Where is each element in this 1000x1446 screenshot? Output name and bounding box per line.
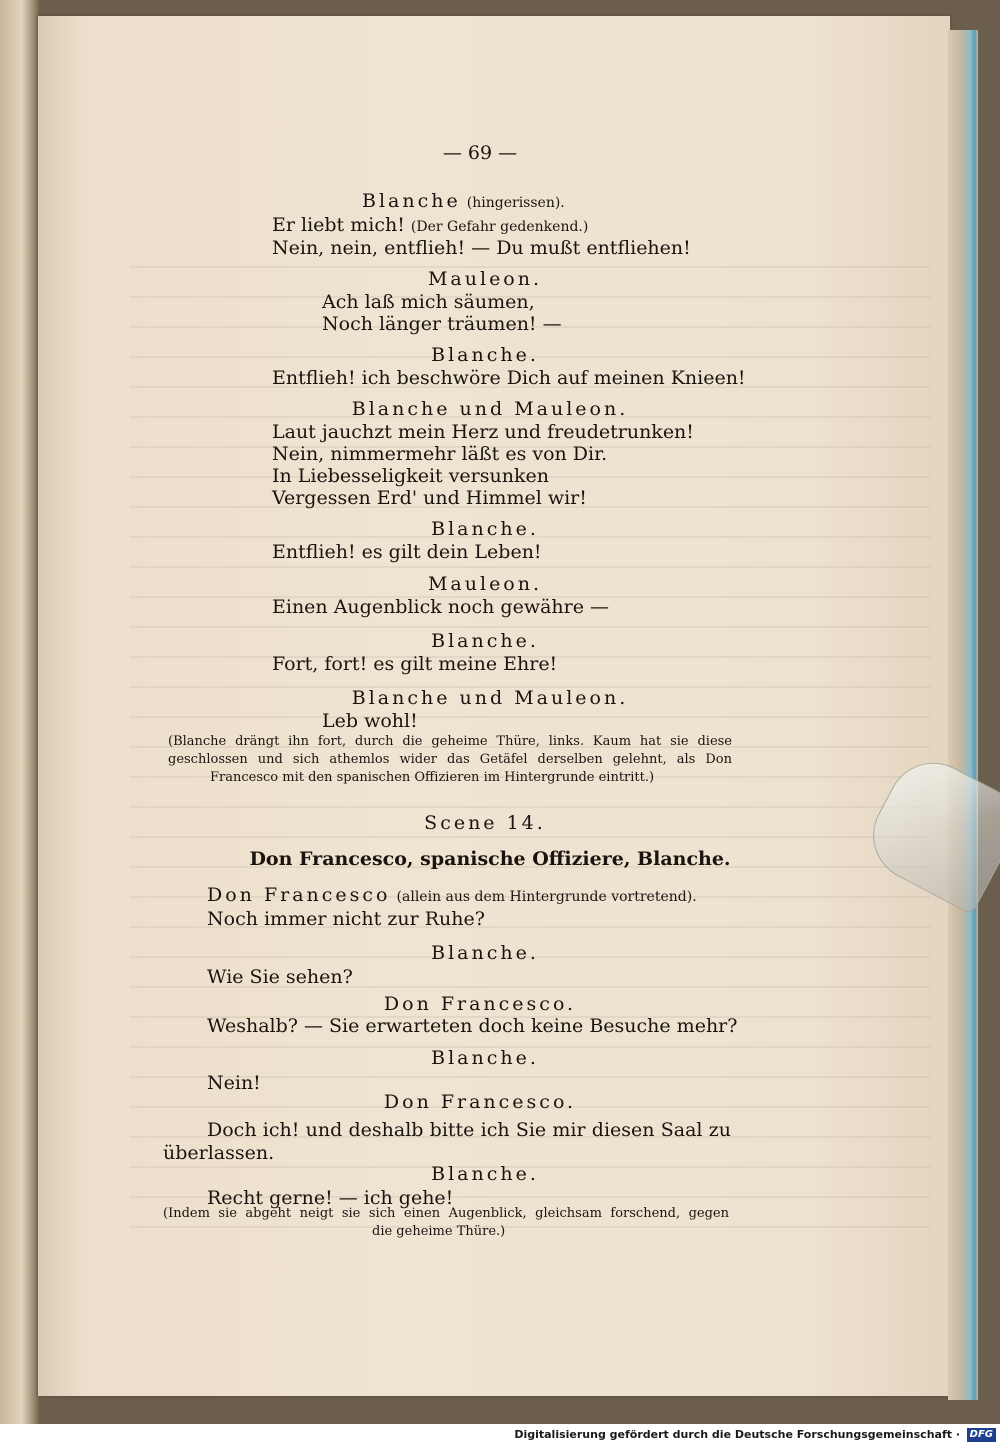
page-number: — 69 —	[442, 142, 518, 164]
speaker-line	[207, 884, 697, 906]
speaker-name: Blanche.	[431, 518, 539, 540]
left-page-edge	[0, 0, 40, 1424]
verse-line: Laut jauchzt mein Herz und freudetrunken!	[272, 421, 694, 443]
speaker-name: Don Francesco	[207, 884, 391, 906]
stage-direction: die geheime Thüre.)	[372, 1224, 506, 1239]
scene-cast: Don Francesco, spanische Offiziere, Blanche.	[249, 848, 731, 870]
speaker-name: Blanche	[362, 190, 461, 212]
speaker-name: Mauleon.	[427, 268, 543, 290]
page-stack-edge	[948, 30, 978, 1400]
speaker-name: Blanche.	[431, 1047, 539, 1069]
dialogue-line: überlassen.	[163, 1142, 275, 1164]
dialogue-line: Doch ich! und deshalb bitte ich Sie mir diesen Saal zu	[207, 1119, 731, 1141]
verse-line: Nein, nein, entflieh! — Du mußt entfliehen!	[272, 237, 691, 259]
speaker-line	[362, 190, 565, 212]
verse-line: Einen Augenblick noch gewähre —	[272, 596, 610, 618]
verse-line: Nein, nimmermehr läßt es von Dir.	[272, 443, 608, 465]
speaker-name: Don Francesco.	[383, 1091, 577, 1113]
dialogue-line: Noch immer nicht zur Ruhe?	[207, 908, 485, 930]
dialogue-line: Weshalb? — Sie erwarteten doch keine Besuche mehr?	[207, 1015, 738, 1037]
speaker-name: Blanche.	[431, 630, 539, 652]
stage-direction: Francesco mit den spanischen Offizieren im Hintergrunde eintritt.)	[210, 770, 655, 785]
stage-direction: (hingerissen).	[466, 195, 565, 211]
verse-line: Noch länger träumen! —	[322, 313, 562, 335]
stage-direction: (allein aus dem Hintergrunde vortretend).	[396, 889, 697, 905]
speaker-name: Blanche und Mauleon.	[351, 398, 629, 420]
speaker-name: Blanche und Mauleon.	[351, 687, 629, 709]
verse-line	[272, 214, 588, 236]
verse-line: In Liebesseligkeit versunken	[272, 465, 549, 487]
speaker-name: Mauleon.	[427, 573, 543, 595]
verse-line: Vergessen Erd' und Himmel wir!	[272, 487, 587, 509]
verse-line: Entflieh! es gilt dein Leben!	[272, 541, 542, 563]
dialogue-line: Wie Sie sehen?	[207, 966, 353, 988]
dialogue-line: Recht gerne! — ich gehe!	[207, 1187, 454, 1209]
stage-direction: (Der Gefahr gedenkend.)	[410, 219, 589, 235]
footer-bar	[0, 1424, 1000, 1446]
speaker-name: Blanche.	[431, 1163, 539, 1185]
stage-direction: (Indem sie abgeht neigt sie sich einen Augenblick, gleichsam forschend, gegen	[163, 1206, 729, 1221]
verse-line: Fort, fort! es gilt meine Ehre!	[272, 653, 558, 675]
scene-heading: Scene 14.	[424, 812, 546, 834]
verse-line: Leb wohl!	[322, 710, 418, 732]
dfg-logo: DFG	[967, 1428, 996, 1442]
speaker-name: Blanche.	[431, 942, 539, 964]
speaker-name: Don Francesco.	[383, 993, 577, 1015]
verse-line: Entflieh! ich beschwöre Dich auf meinen Knieen!	[272, 367, 746, 389]
verse-line: Ach laß mich säumen,	[322, 291, 535, 313]
stage-direction: (Blanche drängt ihn fort, durch die geheime Thüre, links. Kaum hat sie diese	[168, 734, 732, 749]
stage-direction: geschlossen und sich athemlos wider das Getäfel derselben gelehnt, als Don	[168, 752, 732, 767]
footer-credit: Digitalisierung gefördert durch die Deutsche Forschungsgemeinschaft ·	[514, 1428, 960, 1441]
verse-text: Er liebt mich!	[272, 214, 405, 236]
dialogue-line: Nein!	[207, 1072, 261, 1094]
speaker-name: Blanche.	[431, 344, 539, 366]
